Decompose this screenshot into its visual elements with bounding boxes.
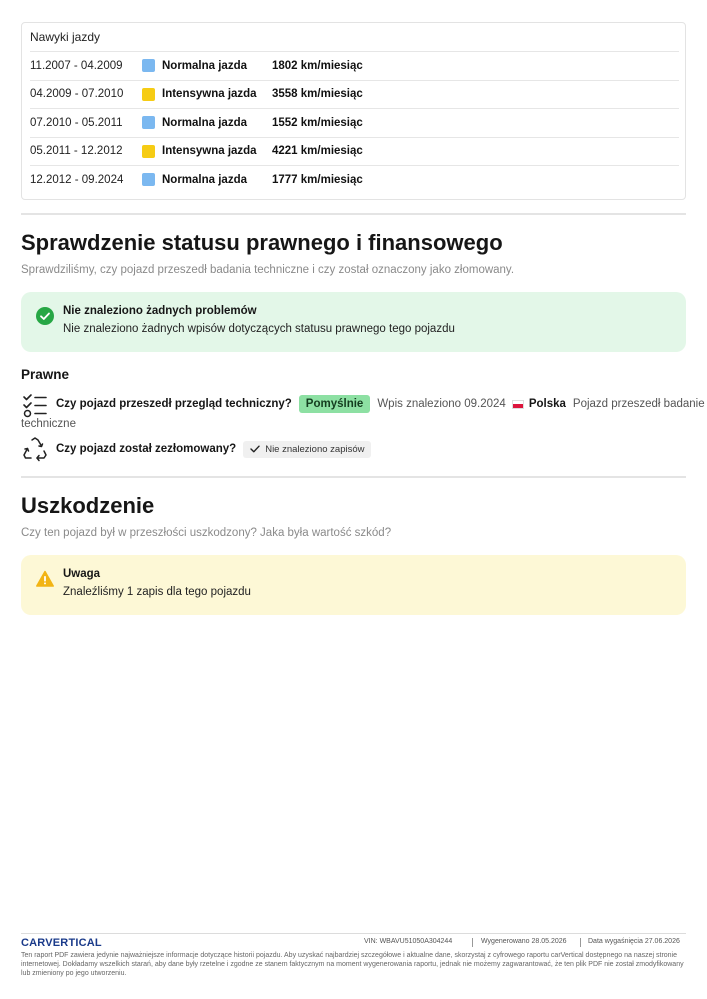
section-divider (21, 476, 686, 478)
driving-type: Intensywna jazda (162, 88, 257, 100)
damage-alert (21, 555, 686, 615)
driving-km-per-month: 1777 km/miesiąc (272, 173, 363, 186)
driving-type: Normalna jazda (162, 116, 247, 129)
damage-alert-title: Uwaga (63, 568, 101, 580)
inspection-found-date: Wpis znaleziono 09.2024 (377, 398, 506, 410)
inspection-note: Pojazd przeszedł badanie (572, 398, 705, 410)
legal-section-title: Sprawdzenie statusu prawnego i finansowego (21, 230, 503, 255)
generated-label: Wygenerowano (481, 938, 530, 945)
driving-type: Normalna jazda (162, 59, 247, 72)
footer-disclaimer: Ten raport PDF zawiera jedynie najważniejsze informacje dotyczące historii pojazdu. Aby uzyskać najbardziej szczegółowe i aktualne dane, skorzystaj z cyfrowego raportu carVertical dostępnego na naszej stronie internetowej. Dokładamy wszelkich starań, aby dane były rzetelne i zgodne ze stanem faktycznym na moment wygenerowania raportu, jednak nie możemy zagwarantować, że ten plik PDF nie został zmodyfikowany lub zmieniony po jego utworzeniu. (21, 952, 684, 977)
checklist-icon (22, 392, 48, 418)
inspection-country: Polska (528, 398, 566, 410)
inspection-note-continued (21, 418, 76, 430)
legal-subtitle: Prawne (21, 367, 70, 382)
warning-icon (36, 570, 54, 588)
driving-habit-row (30, 108, 679, 136)
footer-separator (472, 938, 473, 947)
damage-section-description: Czy ten pojazd był w przeszłości uszkodzony? Jaka była wartość szkód? (21, 527, 392, 539)
inspection-note-wrap: techniczne (21, 418, 76, 430)
driving-km-per-month: 1552 km/miesiąc (272, 116, 363, 129)
expiry-label: Data wygaśnięcia (588, 938, 643, 945)
legal-alert-title: Nie znaleziono żadnych problemów (63, 305, 257, 317)
inspection-question: Czy pojazd przeszedł przegląd techniczny? (56, 398, 292, 410)
driving-period: 07.2010 - 05.2011 (30, 116, 123, 129)
driving-habit-row (30, 165, 679, 193)
driving-km-per-month: 3558 km/miesiąc (272, 88, 363, 100)
footer-divider (21, 933, 686, 934)
scrapped-question: Czy pojazd został zezłomowany? (56, 443, 237, 455)
driving-habits-title: Nawyki jazdy (30, 30, 101, 44)
scrapped-row (56, 439, 371, 459)
driving-period: 12.2012 - 09.2024 (30, 173, 124, 186)
poland-flag-icon (512, 400, 524, 409)
footer-expiry (588, 938, 680, 945)
driving-type-color-swatch (142, 116, 155, 129)
generated-date: 28.05.2026 (531, 938, 567, 945)
scrapped-status-text: Nie znaleziono zapisów (265, 443, 365, 455)
recycle-icon (22, 436, 48, 462)
carvertical-logo: CARVERTICAL (21, 937, 102, 949)
driving-km-per-month: 1802 km/miesiąc (272, 59, 363, 72)
legal-status-alert (21, 292, 686, 352)
driving-type-color-swatch (142, 145, 155, 158)
driving-habit-row (30, 137, 679, 165)
driving-period: 04.2009 - 07.2010 (30, 88, 124, 100)
driving-type-color-swatch (142, 173, 155, 186)
vin-label: VIN: (364, 938, 378, 945)
vin-value: WBAVU51050A304244 (379, 938, 453, 945)
driving-period: 05.2011 - 12.2012 (30, 145, 123, 157)
driving-period: 11.2007 - 04.2009 (30, 59, 123, 72)
driving-type-color-swatch (142, 88, 155, 101)
driving-habit-row (30, 80, 679, 108)
inspection-row (56, 393, 705, 415)
legal-section-description: Sprawdziliśmy, czy pojazd przeszedł badania techniczne i czy został oznaczony jako złomowany. (21, 264, 515, 276)
damage-section-title: Uszkodzenie (21, 493, 155, 518)
legal-alert-text: Nie znaleziono żadnych wpisów dotyczących statusu prawnego tego pojazdu (63, 323, 455, 335)
footer-separator (580, 938, 581, 947)
driving-km-per-month: 4221 km/miesiąc (272, 145, 363, 157)
footer-vin (364, 938, 452, 945)
driving-habit-row (30, 51, 679, 79)
scrapped-status-badge (243, 441, 371, 458)
driving-type: Intensywna jazda (162, 145, 257, 157)
footer-generated (481, 938, 567, 945)
section-divider (21, 213, 686, 215)
driving-type-color-swatch (142, 59, 155, 72)
check-circle-icon (36, 307, 54, 325)
check-icon (250, 445, 260, 453)
driving-type: Normalna jazda (162, 173, 247, 186)
damage-alert-text: Znaleźliśmy 1 zapis dla tego pojazdu (63, 586, 251, 598)
inspection-status-badge: Pomyślnie (299, 395, 371, 413)
driving-habits-card (21, 22, 686, 200)
expiry-date: 27.06.2026 (644, 938, 680, 945)
